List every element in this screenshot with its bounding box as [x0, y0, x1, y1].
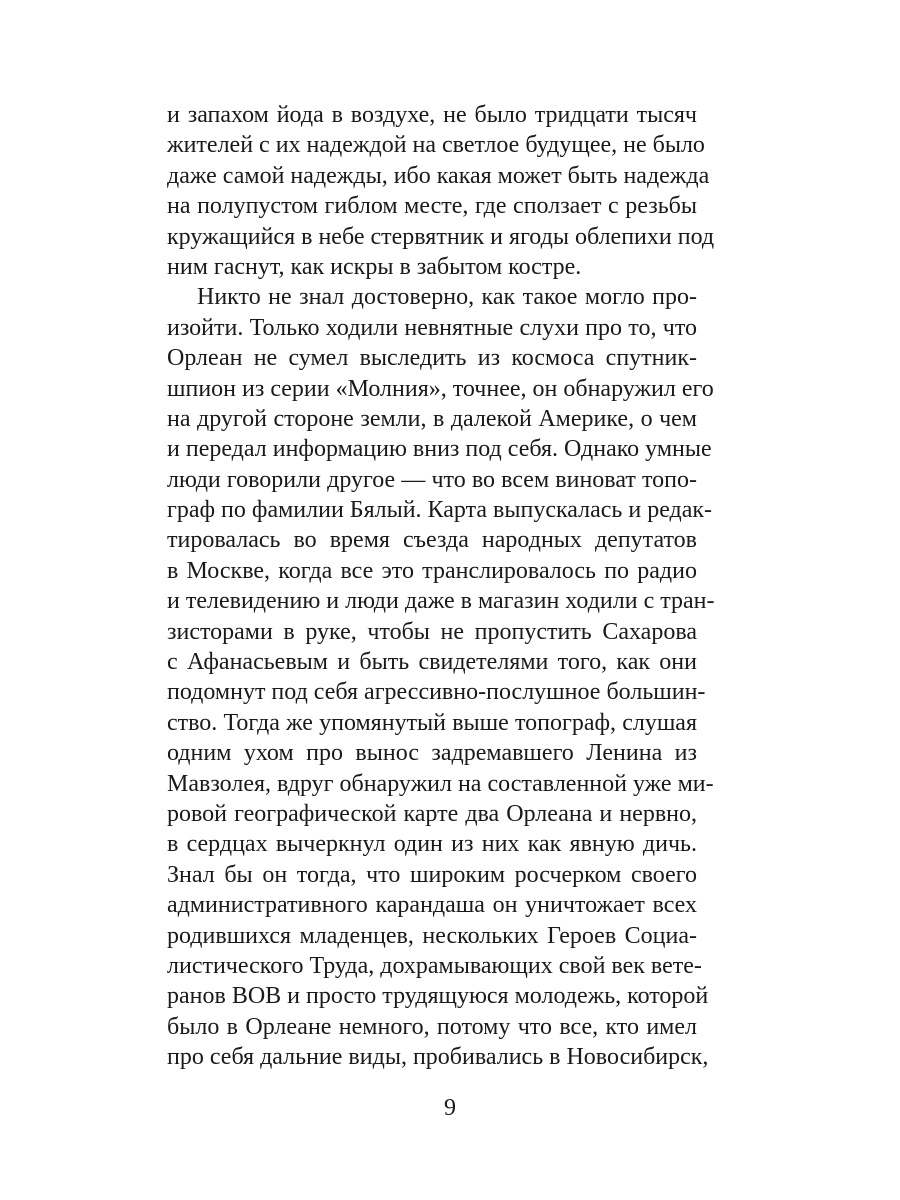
text-line: на другой стороне земли, в далекой Америке, о чем: [167, 405, 697, 432]
paragraph-start-line: Никто не знал достоверно, как такое могло про-: [197, 284, 697, 311]
text-line: про себя дальние виды, пробивались в Новосибирск,: [167, 1044, 709, 1071]
text-line: ним гаснут, как искры в забытом костре.: [167, 253, 582, 280]
text-line: жителей с их надеждой на светлое будущее, не было: [167, 132, 705, 159]
text-line: одним ухом про вынос задремавшего Ленина из: [167, 740, 697, 767]
text-line: с Афанасьевым и быть свидетелями того, как они: [167, 649, 697, 676]
text-line: на полупустом гиблом месте, где сползает с резьбы: [167, 193, 697, 220]
text-line: было в Орлеане немного, потому что все, кто имел: [167, 1013, 697, 1040]
text-line: граф по фамилии Бялый. Карта выпускалась и редак-: [167, 497, 713, 524]
text-line: Знал бы он тогда, что широким росчерком своего: [167, 861, 697, 888]
text-line: даже самой надежды, ибо какая может быть надежда: [167, 162, 710, 189]
text-line: тировалась во время съезда народных депутатов: [167, 527, 697, 554]
text-line: изойти. Только ходили невнятные слухи про то, что: [167, 314, 697, 341]
text-line: Мавзолея, вдруг обнаружил на составленной уже ми-: [167, 770, 714, 797]
text-line: кружащийся в небе стервятник и ягоды облепихи под: [167, 223, 715, 250]
text-line: административного карандаша он уничтожает всех: [167, 892, 697, 919]
text-line: ранов ВОВ и просто трудящуюся молодежь, которой: [167, 983, 709, 1010]
text-line: в Москве, когда все это транслировалось по радио: [167, 557, 697, 584]
text-line: листического Труда, дохрамывающих свой век вете-: [167, 952, 702, 979]
text-line: и передал информацию вниз под себя. Однако умные: [167, 436, 712, 463]
text-line: ство. Тогда же упомянутый выше топограф, слушая: [167, 709, 697, 736]
text-line: родившихся младенцев, нескольких Героев Социа-: [167, 922, 697, 949]
page-number: 9: [444, 1095, 456, 1121]
text-line: и запахом йода в воздухе, не было тридцати тысяч: [167, 102, 697, 128]
text-line: зисторами в руке, чтобы не пропустить Сахарова: [167, 618, 697, 645]
text-line: люди говорили другое — что во всем виноват топо-: [167, 466, 697, 493]
text-line: Орлеан не сумел выследить из космоса спутник-: [167, 345, 697, 372]
text-line: в сердцах вычеркнул один из них как явную дичь.: [167, 831, 697, 858]
body-text: [167, 100, 715, 1073]
text-line: и телевидению и люди даже в магазин ходили с тран-: [167, 588, 715, 615]
text-line: подомнут под себя агрессивно-послушное большин-: [167, 679, 706, 706]
text-line: ровой географической карте два Орлеана и нервно,: [167, 800, 697, 827]
text-line: шпион из серии «Молния», точнее, он обнаружил его: [167, 375, 714, 402]
